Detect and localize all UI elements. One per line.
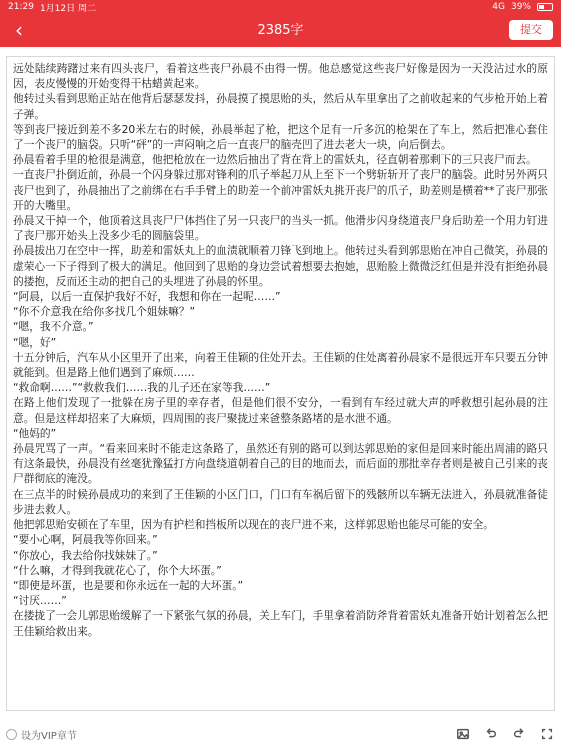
battery-icon — [537, 3, 553, 11]
chevron-left-icon[interactable]: ‹ — [15, 18, 23, 42]
paragraph: 等到丧尸接近到差不多20米左右的时候，孙晨举起了枪，把这个足有一斤多沉的枪架在了车上，然后把准心套住了一个丧尸的脑袋。只听“砰”的一声闷响之后一直丧尸的脑壳凹了进去老大一块，向后倒去。 — [13, 122, 548, 152]
image-icon[interactable] — [455, 726, 471, 742]
paragraph: 孙晨看着手里的枪很是满意，他把枪放在一边然后抽出了背在背上的雷妖丸，径直朝着那剩下的三只丧尸而去。 — [13, 153, 537, 167]
paragraph: 他把郭思贻安顿在了车里，因为有护栏和挡板所以现在的丧尸进不来，这样郭思贻也能尽可能的安全。 — [13, 518, 494, 532]
paragraph: 在搂拢了一会儿郭思贻缓解了一下紧张气氛的孙晨，关上车门，手里拿着消防斧背着雷妖丸准备开始计划着怎么把王佳颖给救出来。 — [13, 609, 548, 638]
nav-bar — [0, 14, 561, 47]
paragraph: “即使是坏蛋，也是要和你永远在一起的大坏蛋。” — [13, 578, 244, 592]
paragraph: “讨厌……” — [13, 594, 67, 608]
radio-icon — [6, 729, 17, 740]
paragraph: 孙晨又干掉一个，他顶着这具丧尸尸体挡住了另一只丧尸的当头一抓。他滑步闪身绕道丧尸身后助差一个用力钉进了丧尸那开始头上没多少毛的圆脑袋里。 — [13, 214, 548, 243]
paragraph: “嗯，好” — [13, 335, 57, 349]
status-date: 1月12日 周二 — [39, 3, 96, 14]
paragraph: 在三点半的时候孙晨成功的来到了王佳颖的小区门口，门口有车祸后留下的残骸所以车辆无法进入，孙晨就准备徒步进去救人。 — [13, 487, 548, 516]
battery-percent: 39% — [510, 2, 531, 12]
paragraph: “你放心，我去给你找妹妹了。” — [13, 548, 158, 562]
signal-indicator: 4G — [492, 2, 505, 12]
status-time: 21:29 — [8, 2, 34, 12]
vip-chapter-toggle[interactable] — [6, 727, 77, 742]
paragraph: “要小心啊，阿晨我等你回来。” — [13, 533, 158, 547]
redo-icon[interactable] — [511, 726, 527, 742]
editor-toolbar — [0, 718, 561, 750]
paragraph: 孙晨拔出刀在空中一挥，助差和雷妖丸上的血渍就顺着刀锋飞到地上。他转过头看到郭思贻在冲自己微笑，孙晨的虚荣心一下子得到了极大的满足。他回到了思贻的身边尝试着想要去抱她，思贻脸上微微泛红但是并没有拒绝孙晨的搂抱，反而还主动的把自己的头埋进了孙晨的怀里。 — [13, 244, 548, 288]
paragraph: 在路上他们发现了一批躲在房子里的幸存者，但是他们很不安分，一看到有车经过就大声的呼救想引起孙晨的注意。但是这样却招来了大麻烦，四周围的丧尸聚拢过来爸整条路堵的是水泄不通。 — [13, 396, 548, 425]
chapter-text-editor[interactable] — [6, 56, 555, 711]
paragraph: 远处陆续踌躇过来有四头丧尸，看着这些丧尸孙晨不由得一愣。他总感觉这些丧尸好像是因为一天没沾过水的原因，表皮慢慢的开始变得干枯蜡黄起来。 — [13, 62, 548, 91]
paragraph: 一直丧尸扑倒近前，孙晨一个闪身躲过那对锋利的爪子举起刀从上至下一个劈斩斩开了丧尸的脑袋。此时另外两只丧尸也到了，孙晨抽出了之前绑在右手手臂上的助差一个前冲雷妖丸挑开丧尸的爪子，助差则是横着**了丧尸那张开的大嘴里。 — [13, 168, 548, 212]
paragraph: 孙晨咒骂了一声。“看来回来时不能走这条路了，虽然还有别的路可以到达郭思贻的家但是回来时能出周浦的路只有这条最快，孙晨没有丝毫犹豫猛打方向盘绕道朝着自己的目的地而去，而后面的那批幸存者则是被自己引来的丧尸群彻底的淹没。 — [13, 442, 548, 486]
paragraph: 十五分钟后，汽车从小区里开了出来，向着王佳颖的住处开去。王佳颖的住处离着孙晨家不是很远开车只要五分钟就能到。但是路上他们遇到了麻烦…… — [13, 350, 548, 380]
paragraph: “阿晨，以后一直保护我好不好，我想和你在一起呢……” — [13, 290, 281, 304]
paragraph: “你不介意我在给你多找几个姐妹嘛？” — [13, 305, 196, 319]
status-bar — [0, 0, 561, 14]
vip-chapter-label: 设为VIP章节 — [21, 730, 77, 742]
paragraph: 他转过头看到思贻正站在他背后瑟瑟发抖，孙晨摸了摸思贻的头，然后从车里拿出了之前收起来的气步枪开始上着子弹。 — [13, 92, 548, 121]
paragraph: “他妈的” — [13, 426, 57, 440]
paragraph: “嗯，我不介意。” — [13, 320, 94, 334]
paragraph: “什么嘛，才得到我就花心了，你个大坏蛋。” — [13, 563, 222, 577]
expand-icon[interactable] — [539, 726, 555, 742]
submit-button[interactable]: 提交 — [509, 20, 553, 40]
word-count-title: 2385字 — [257, 23, 304, 38]
paragraph: “救命啊……”“救救我们……我的儿子还在家等我……” — [13, 381, 271, 395]
undo-icon[interactable] — [483, 726, 499, 742]
